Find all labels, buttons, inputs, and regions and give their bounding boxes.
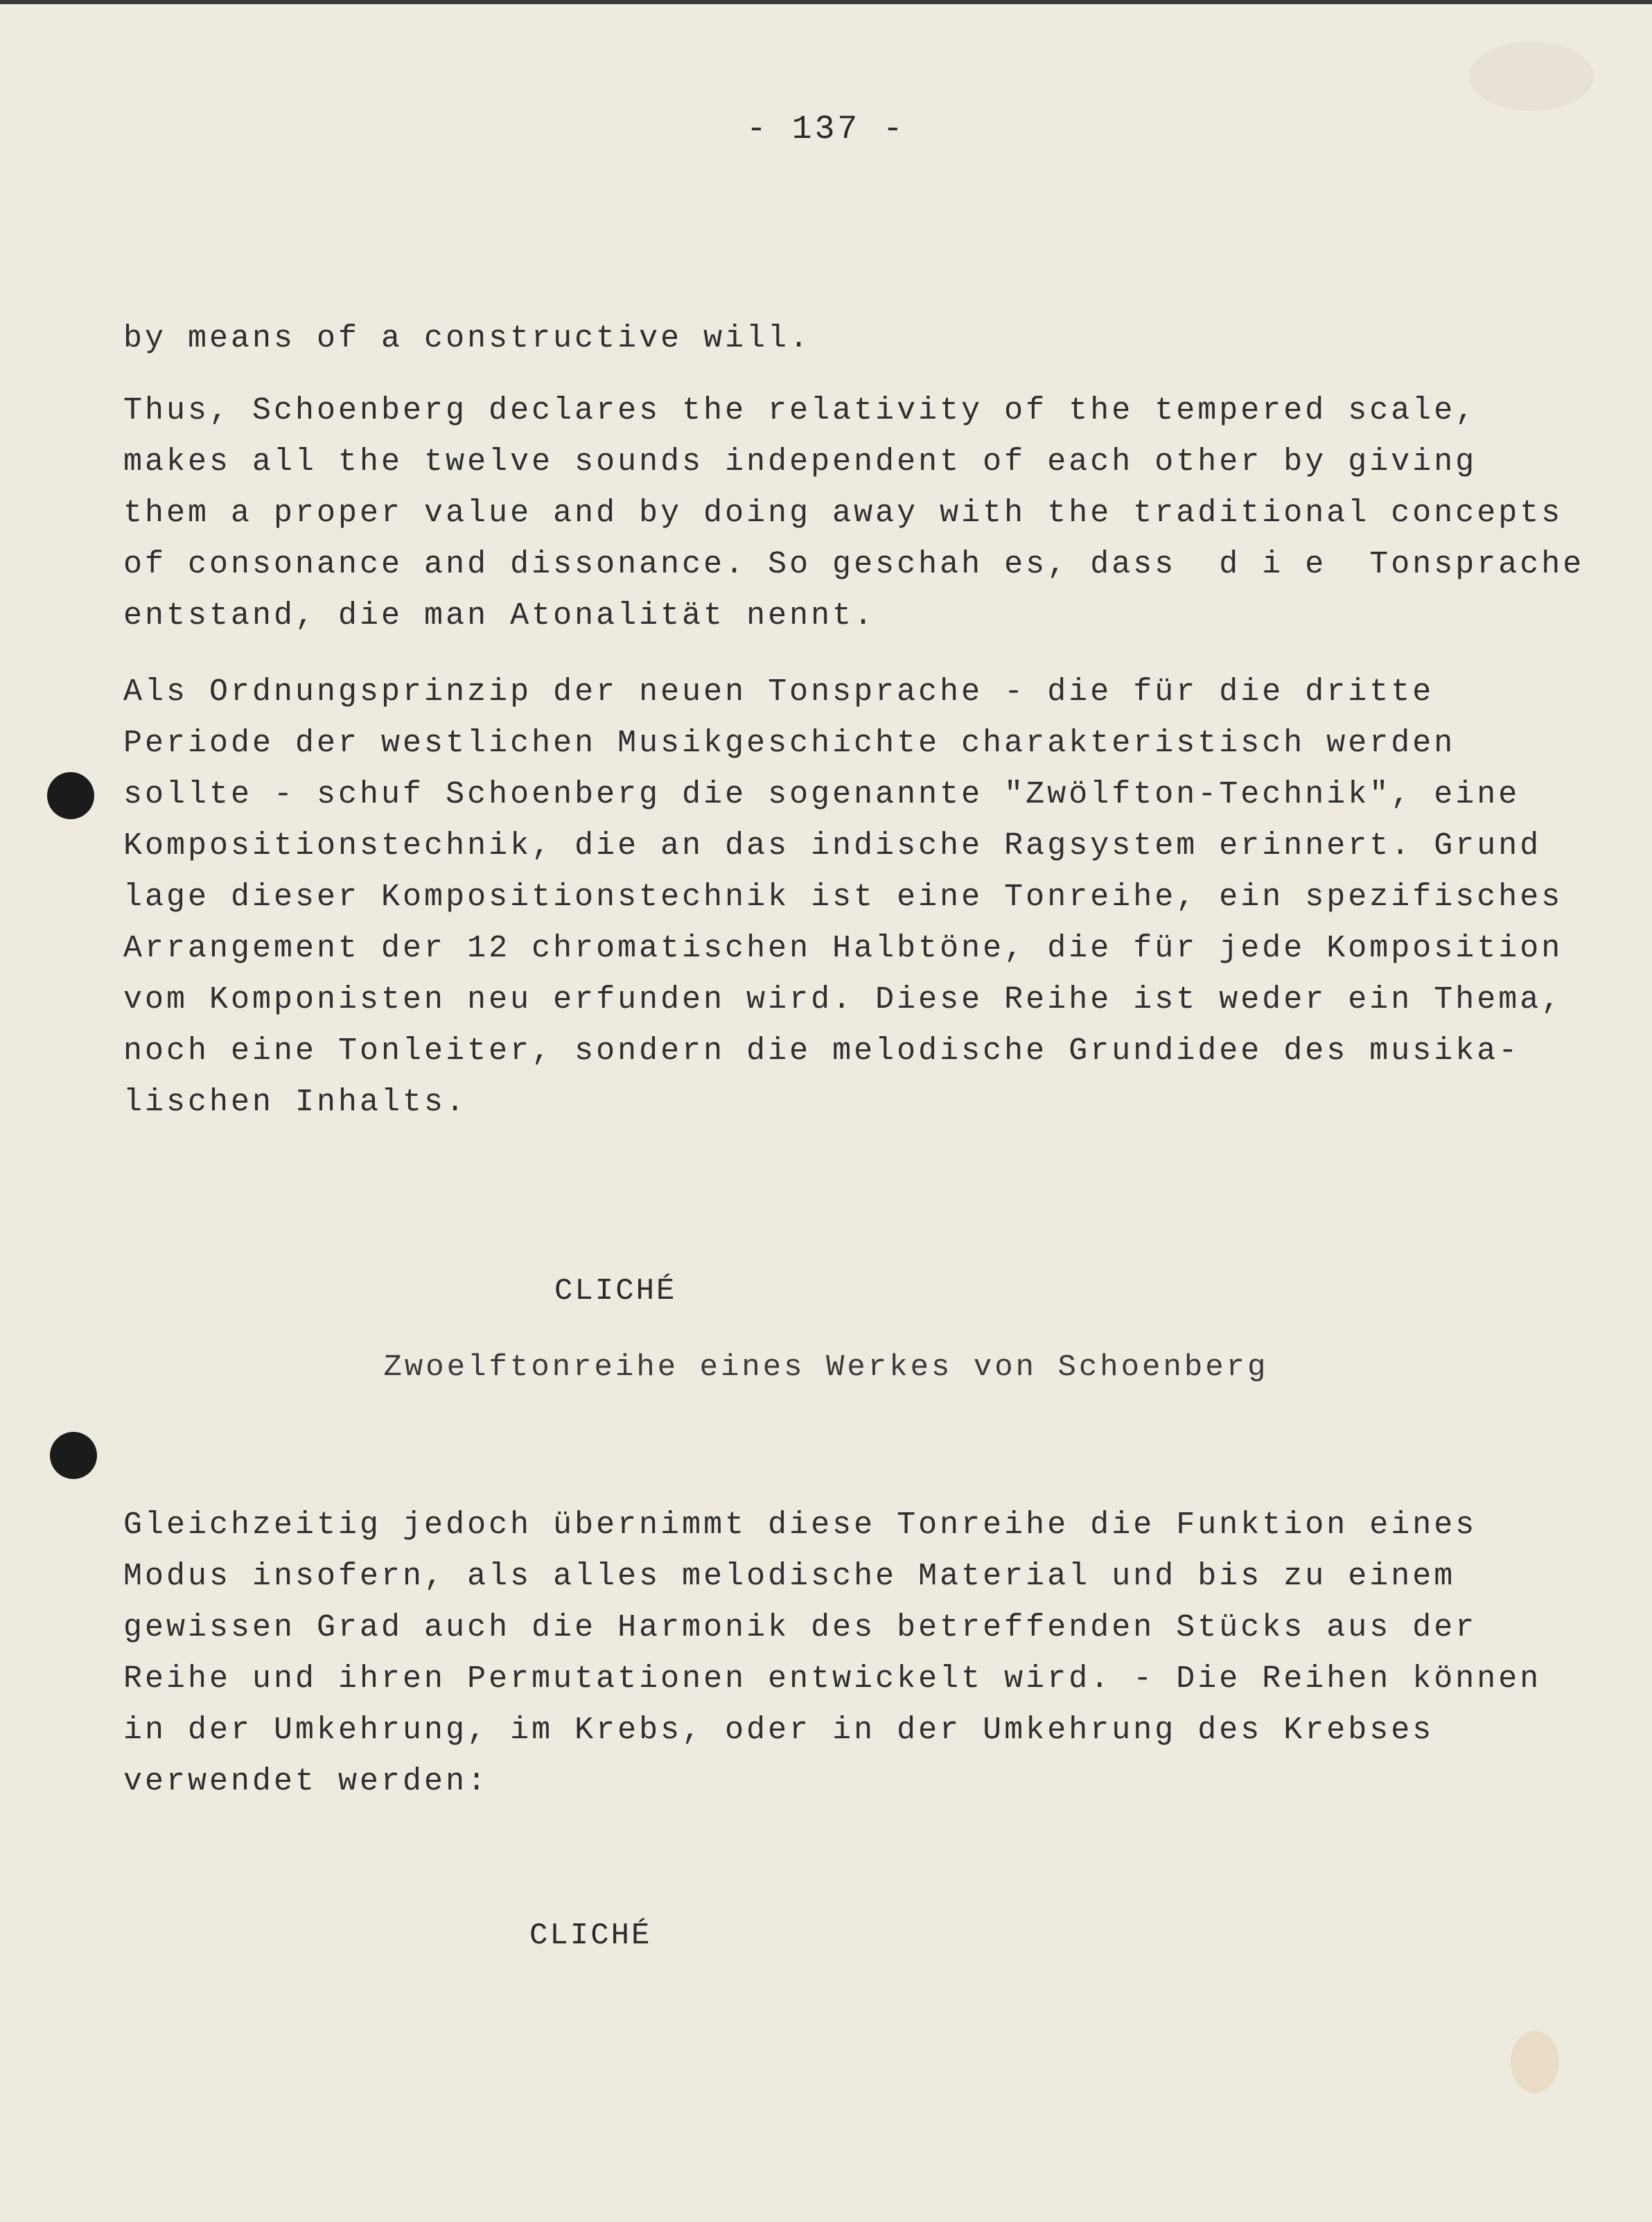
text-line: gewissen Grad auch die Harmonik des betreffenden Stücks aus der: [123, 1610, 1477, 1645]
text-line: entstand, die man Atonalität nennt.: [123, 598, 876, 633]
text-line: by means of a constructive will.: [123, 321, 811, 356]
text-line: Als Ordnungsprinzip der neuen Tonsprache - die für die dritte: [123, 674, 1434, 710]
figure-caption: Zwoelftonreihe eines Werkes von Schoenberg: [383, 1350, 1269, 1385]
text-line: Reihe und ihren Permutationen entwickelt wird. - Die Reihen können: [123, 1661, 1542, 1697]
text-line: noch eine Tonleiter, sondern die melodische Grundidee des musika-: [123, 1033, 1520, 1069]
punch-hole: [50, 1432, 97, 1479]
text-line: of consonance and dissonance. So geschah es, dass d i e Tonsprache: [123, 547, 1585, 582]
text-line: them a proper value and by doing away with the traditional concepts: [123, 496, 1563, 531]
figure-placeholder-label: CLICHÉ: [554, 1274, 677, 1309]
text-line: Thus, Schoenberg declares the relativity of the tempered scale,: [123, 393, 1477, 428]
text-line: Periode der westlichen Musikgeschichte charakteristisch werden: [123, 726, 1456, 761]
punch-hole: [47, 772, 94, 819]
text-line: makes all the twelve sounds independent of each other by giving: [123, 444, 1477, 480]
figure-placeholder-label: CLICHÉ: [529, 1918, 652, 1953]
page-number: - 137 -: [746, 111, 906, 148]
paragraph-2: [123, 385, 1585, 642]
text-line: Modus insofern, als alles melodische Material und bis zu einem: [123, 1559, 1456, 1594]
text-line: Kompositionstechnik, die an das indische Ragsystem erinnert. Grund: [123, 828, 1542, 864]
paragraph-4: [123, 1500, 1585, 1808]
text-line: lage dieser Kompositionstechnik ist eine Tonreihe, ein spezifisches: [123, 880, 1563, 915]
text-line: verwendet werden:: [123, 1764, 489, 1799]
text-line: lischen Inhalts.: [123, 1085, 468, 1120]
text-line: sollte - schuf Schoenberg die sogenannte "Zwölfton-Technik", eine: [123, 777, 1520, 812]
paragraph-1: [123, 313, 1585, 365]
scan-top-edge: [0, 0, 1652, 4]
text-line: in der Umkehrung, im Krebs, oder in der Umkehrung des Krebses: [123, 1713, 1434, 1748]
paragraph-3: [123, 667, 1585, 1128]
paper-stain: [1511, 2031, 1559, 2093]
text-line: Arrangement der 12 chromatischen Halbtöne, die für jede Komposition: [123, 931, 1563, 966]
text-line: vom Komponisten neu erfunden wird. Diese Reihe ist weder ein Thema,: [123, 982, 1563, 1017]
text-line: Gleichzeitig jedoch übernimmt diese Tonreihe die Funktion eines: [123, 1507, 1477, 1543]
paper-stain: [1469, 42, 1594, 111]
